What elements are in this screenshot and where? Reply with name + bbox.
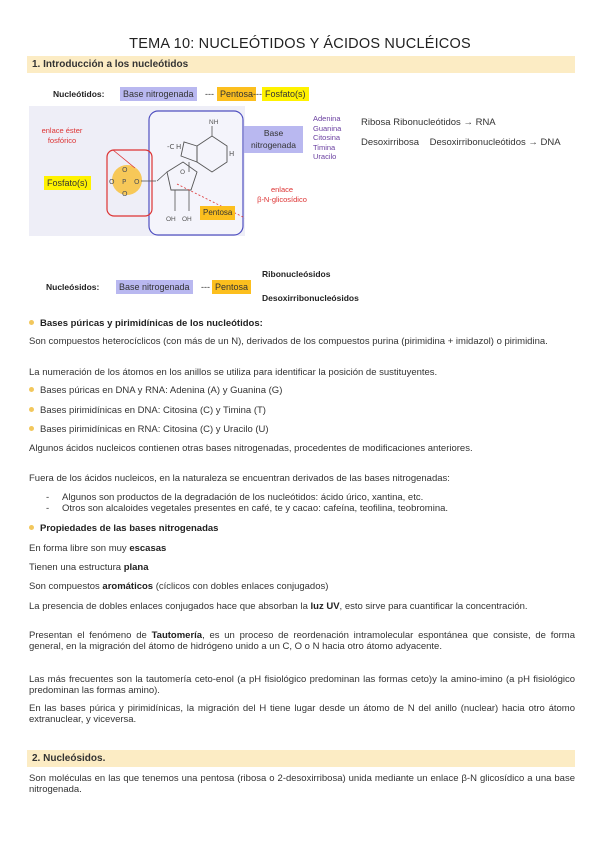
bullet-icon — [29, 320, 34, 325]
svg-text:-C: -C — [167, 143, 175, 151]
pentosa-box: Pentosa — [217, 87, 256, 101]
bases-list: Adenina Guanina Citosina Timina Uracilo — [313, 114, 342, 161]
paragraph: Algunos ácidos nucleicos contienen otras bases nitrogenadas, procedentes de modificaciones anteriores. — [29, 443, 473, 454]
svg-text:O: O — [122, 166, 128, 174]
svg-text:O: O — [134, 178, 140, 186]
svg-text:H: H — [229, 150, 235, 158]
pentosa-box: Pentosa — [212, 280, 251, 294]
nucleosidos-label: Nucleósidos: — [46, 282, 100, 292]
bullet-pirimidinicas-rna: Bases pirimidínicas en RNA: Citosina (C) y Uracilo (U) — [29, 424, 269, 436]
nh2-label: NH — [209, 119, 219, 126]
base-nitrogenada-box: Base nitrogenada — [120, 87, 197, 101]
enlace-glicosidico-label: enlace β-N-glicosídico — [257, 185, 307, 204]
nucleotide-diagram — [29, 106, 245, 236]
desoxirribosa-line: Desoxirribosa Desoxirribonucleótidos → DNA — [361, 137, 561, 148]
fosfato-diagram-box: Fosfato(s) — [44, 176, 91, 190]
bullet-icon — [29, 426, 34, 431]
paragraph: Son compuestos aromáticos (cíclicos con dobles enlaces conjugados) — [29, 581, 329, 592]
paragraph: Presentan el fenómeno de Tautomería, es un proceso de reordenación intramolecular espontánea que consiste, de forma general, en la migración del átomo de hidrógeno unido a un C, O o N hacia otro átomo adyacente. — [29, 630, 575, 652]
oh-label: OH — [182, 216, 192, 223]
svg-text:O: O — [122, 190, 128, 198]
paragraph: La numeración de los átomos en los anillos se utiliza para identificar la posición de sustituyentes. — [29, 367, 438, 378]
base-nitrogenada-diagram-box: Base nitrogenada — [244, 126, 303, 153]
pentosa-diagram-box: Pentosa — [200, 206, 235, 220]
separator: --- — [201, 282, 210, 292]
page: TEMA 10: NUCLEÓTIDOS Y ÁCIDOS NUCLÉICOS 1. Introducción a los nucleótidos Nucleótidos: Base nitrogenada --- Pentosa --- Fosfato(s) O P O O O O H -C H enlace éster fosfórico Fosfato(s) Pentosa NH OH OH Base nitrogenada Adenina Guanina Citosina Timina Uracilo enlace β-N-glicosídico Ribosa Ribonucleótidos → RNA Desoxirribosa Desoxirribonucleótidos → DNA Nucleósidos: Base nitrogenada --- Pentosa Ribonucleósidos Desoxirribonucleósidos Bases púricas y pirimidínicas de los nucleótidos: Son compuestos heterocíclicos (con más de un N), derivados de los compuestos purina (pirimidina + imidazol) o pirimidina. La numeración de los átomos en los anillos se utiliza para identificar la posición de sustituyentes. Bases púricas en DNA y RNA: Adenina (A) y Guanina (G) Bases pirimidínicas en DNA: Citosina (C) y Timina (T) Bases pirimidínicas en RNA: Citosina (C) y Uracilo (U) Algunos ácidos nucleicos contienen otras bases nitrogenadas, procedentes de modificaciones anteriores. Fuera de los ácidos nucleicos, en la naturaleza se encuentran derivados de las bases nitrogenadas: - Algunos son productos de la degradación de los nucleótidos: ácido úrico, xantina, etc. - Otros son alcaloides vegetales presentes en café, te y cacao: cafeína, teofilina, teobromina. Propiedades de las bases nitrogenadas En forma libre son muy escasas Tienen una estructura plana Son compuestos aromáticos (cíclicos con dobles enlaces conjugados) La presencia de dobles enlaces conjugados hace que absorban la luz UV, esto sirve para cuantificar la concentración. Presentan el fenómeno de Tautomería, es un proceso de reordenación intramolecular espontánea que consiste, de forma general, en la migración del átomo de hidrógeno unido a un C, O o N hacia otro átomo adyacente. Las más frecuentes son la tautomería ceto-enol (a pH fisiológico predominan las formas ceto)y la amino-imino (a pH fisiológico predominan las formas amino). En las bases púrica y pirimidínicas, la migración del H tiene lugar desde un átomo de N del anillo (nuclear) hacia otro átomo extranuclear, y viceversa. 2. Nucleósidos. Son moléculas en las que tenemos una pentosa (ribosa o 2-desoxirribosa) unida mediante un enlace β-N glicosídico a una base nitrogenada. — [0, 0, 600, 848]
ribonucleosidos-label: Ribonucleósidos — [262, 269, 331, 279]
paragraph: En forma libre son muy escasas — [29, 543, 167, 554]
section-header-nucleosidos: 2. Nucleósidos. — [27, 750, 575, 767]
bullet-propiedades: Propiedades de las bases nitrogenadas — [29, 523, 218, 535]
paragraph: Son compuestos heterocíclicos (con más de un N), derivados de los compuestos purina (pirimidina + imidazol) o pirimidina. — [29, 336, 548, 347]
paragraph: Las más frecuentes son la tautomería ceto-enol (a pH fisiológico predominan las formas ceto)y la amino-imino (a pH fisiológico predominan las formas amino). — [29, 674, 575, 696]
paragraph: Fuera de los ácidos nucleicos, en la naturaleza se encuentran derivados de las bases nitrogenadas: — [29, 473, 450, 484]
bullet-bases: Bases púricas y pirimidínicas de los nucleótidos: — [29, 318, 263, 330]
separator: --- — [205, 89, 214, 99]
paragraph: Son moléculas en las que tenemos una pentosa (ribosa o 2-desoxirribosa) unida mediante un enlace β-N glicosídico a una base nitrogenada. — [29, 773, 575, 795]
separator: --- — [253, 89, 262, 99]
ribosa-line: Ribosa Ribonucleótidos → RNA — [361, 117, 496, 128]
bullet-puricas: Bases púricas en DNA y RNA: Adenina (A) y Guanina (G) — [29, 385, 282, 397]
paragraph: La presencia de dobles enlaces conjugados hace que absorban la luz UV, esto sirve para cuantificar la concentración. — [29, 601, 528, 612]
enlace-ester-label: enlace éster fosfórico — [41, 126, 83, 145]
base-nitrogenada-box: Base nitrogenada — [116, 280, 193, 294]
paragraph: En las bases púrica y pirimidínicas, la migración del H tiene lugar desde un átomo de N del anillo (nuclear) hacia otro átomo extranuclear, y viceversa. — [29, 703, 575, 725]
oh-label: OH — [166, 216, 176, 223]
desoxirribonucleosidos-label: Desoxirribonucleósidos — [262, 293, 359, 303]
svg-text:O: O — [180, 168, 186, 176]
svg-text:P: P — [122, 178, 127, 186]
nucleotidos-label: Nucleótidos: — [53, 89, 105, 99]
bullet-icon — [29, 407, 34, 412]
fosfato-box: Fosfato(s) — [262, 87, 309, 101]
page-title: TEMA 10: NUCLEÓTIDOS Y ÁCIDOS NUCLÉICOS — [129, 36, 471, 52]
bullet-pirimidinicas-dna: Bases pirimidínicas en DNA: Citosina (C) y Timina (T) — [29, 405, 266, 417]
section-header-intro: 1. Introducción a los nucleótidos — [27, 56, 575, 73]
bullet-icon — [29, 525, 34, 530]
svg-text:H: H — [176, 143, 182, 151]
paragraph: Tienen una estructura plana — [29, 562, 149, 573]
bullet-icon — [29, 387, 34, 392]
svg-text:O: O — [109, 178, 115, 186]
